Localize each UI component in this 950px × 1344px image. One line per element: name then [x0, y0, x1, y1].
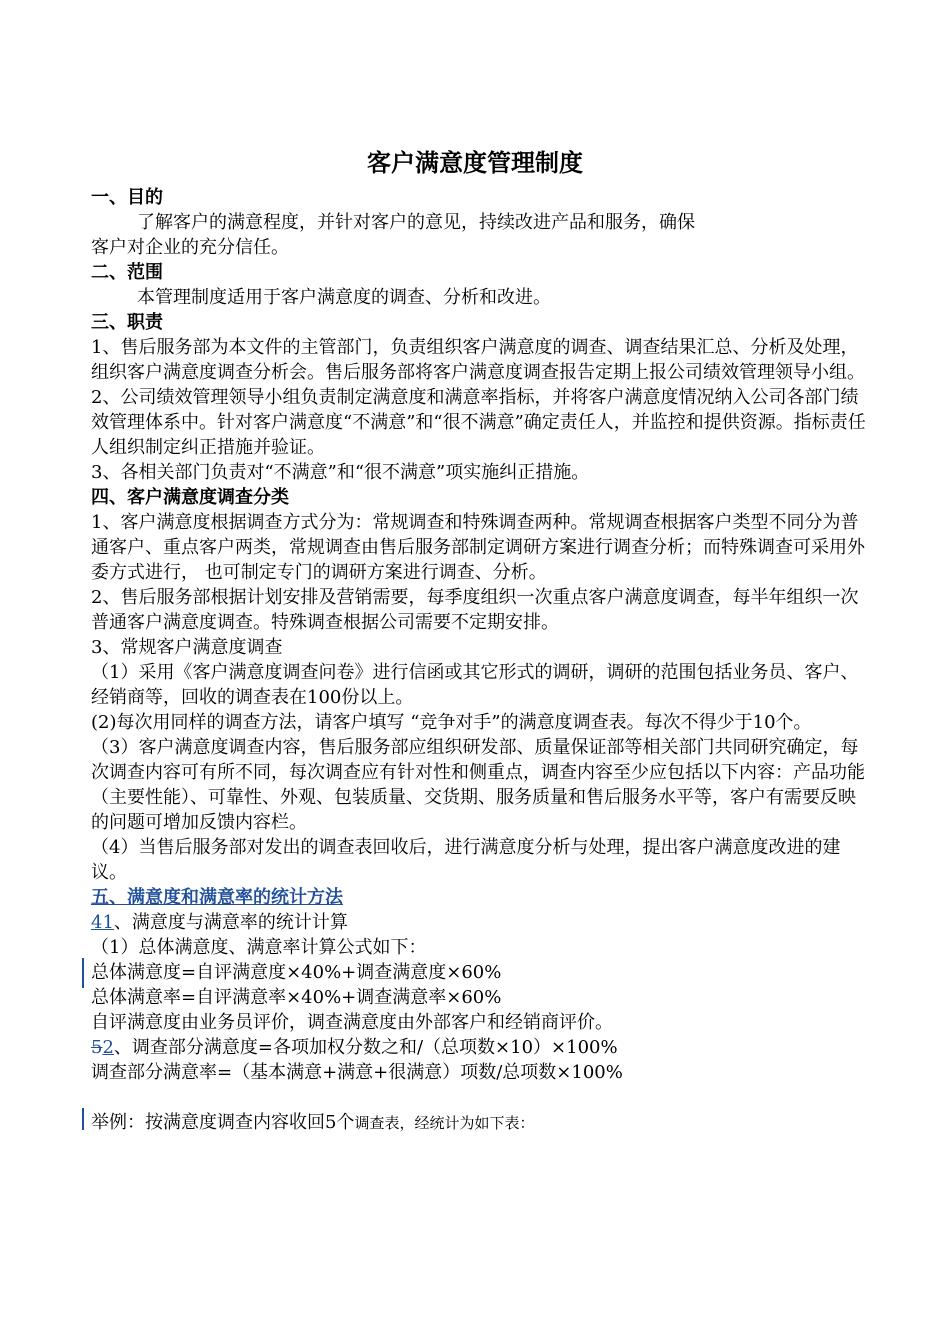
paragraph: （4）当售后服务部对发出的调查表回收后，进行满意度分析与处理，提出客户满意度改进的建议。	[91, 837, 841, 883]
section-heading-survey-types: 四、客户满意度调查分类	[91, 487, 289, 508]
paragraph: 了解客户的满意程度，并针对客户的意见，持续改进产品和服务，确保	[137, 212, 695, 233]
revision-change-bar	[82, 958, 84, 988]
formula: 调查部分满意率=（基本满意+满意+很满意）项数/总项数×100%	[91, 1062, 623, 1083]
revision-delete: 5	[91, 1037, 103, 1058]
paragraph-text: 举例：按满意度调查内容收回5个	[91, 1112, 355, 1133]
blank-line	[91, 1085, 871, 1110]
paragraph: （1）采用《客户满意度调查问卷》进行信函或其它形式的调研，调研的范围包括业务员、客户、经销商等，回收的调查表在100份以上。	[91, 662, 859, 708]
section-heading-responsibilities: 三、职责	[91, 312, 163, 333]
paragraph	[91, 1035, 871, 1060]
paragraph: 3、常规客户满意度调查	[91, 637, 283, 658]
formula: 总体满意度=自评满意度×40%+调查满意度×60%	[91, 962, 502, 983]
paragraph-text: 、调查部分满意度=各项加权分数之和/（总项数×10）×100%	[113, 1037, 618, 1058]
paragraph	[91, 1110, 871, 1136]
paragraph: （1）总体满意度、满意率计算公式如下：	[91, 937, 427, 958]
paragraph: 自评满意度由业务员评价，调查满意度由外部客户和经销商评价。	[91, 1012, 613, 1033]
paragraph: 客户对企业的充分信任。	[91, 237, 289, 258]
revision-insert: 1	[102, 912, 114, 933]
paragraph-text: 、满意度与满意率的统计计算	[113, 912, 348, 933]
paragraph: 2、售后服务部根据计划安排及营销需要，每季度组织一次重点客户满意度调查，每半年组织一次普通客户满意度调查。特殊调查根据公司需要不定期安排。	[91, 587, 859, 633]
section-heading-statistics: 五、满意度和满意率的统计方法	[91, 887, 343, 908]
paragraph	[91, 910, 871, 935]
document-body	[91, 185, 871, 1136]
formula: 总体满意率=自评满意率×40%+调查满意率×60%	[91, 987, 502, 1008]
section-heading-purpose: 一、目的	[91, 187, 163, 208]
paragraph: 1、售后服务部为本文件的主管部门，负责组织客户满意度的调查、调查结果汇总、分析及处理，组织客户满意度调查分析会。售后服务部将客户满意度调查报告定期上报公司绩效管理领导小组。	[91, 337, 865, 383]
revision-insert: 2	[102, 1037, 114, 1058]
revision-insert: 4	[91, 912, 103, 933]
paragraph: 1、客户满意度根据调查方式分为：常规调查和特殊调查两种。常规调查根据客户类型不同分为普通客户、重点客户两类，常规调查由售后服务部制定调研方案进行调查分析；而特殊调查可采用外委方式进行， 也可制定专门的调研方案进行调查、分析。	[91, 512, 865, 583]
paragraph-text: 调查表，经统计为如下表：	[354, 1114, 535, 1132]
paragraph: 2、公司绩效管理领导小组负责制定满意度和满意率指标，并将客户满意度情况纳入公司各部门绩效管理体系中。针对客户满意度“不满意”和“很不满意”确定责任人，并监控和提供资源。指标责任人组织制定纠正措施并验证。	[91, 387, 866, 458]
page-title: 客户满意度管理制度	[367, 149, 583, 177]
paragraph: (2)每次用同样的调查方法，请客户填写 “竞争对手”的满意度调查表。每次不得少于10个。	[91, 712, 812, 733]
paragraph: 本管理制度适用于客户满意度的调查、分析和改进。	[137, 287, 551, 308]
paragraph: 3、各相关部门负责对“不满意”和“很不满意”项实施纠正措施。	[91, 462, 590, 483]
revision-change-bar	[82, 1108, 84, 1130]
section-heading-scope: 二、范围	[91, 262, 163, 283]
paragraph: （3）客户满意度调查内容，售后服务部应组织研发部、质量保证部等相关部门共同研究确定，每次调查内容可有所不同，每次调查应有针对性和侧重点，调查内容至少应包括以下内容：产品功能（主要性能）、可靠性、外观、包装质量、交货期、服务质量和售后服务水平等，客户有需要反映的问题可增加反馈内容栏。	[91, 737, 865, 833]
